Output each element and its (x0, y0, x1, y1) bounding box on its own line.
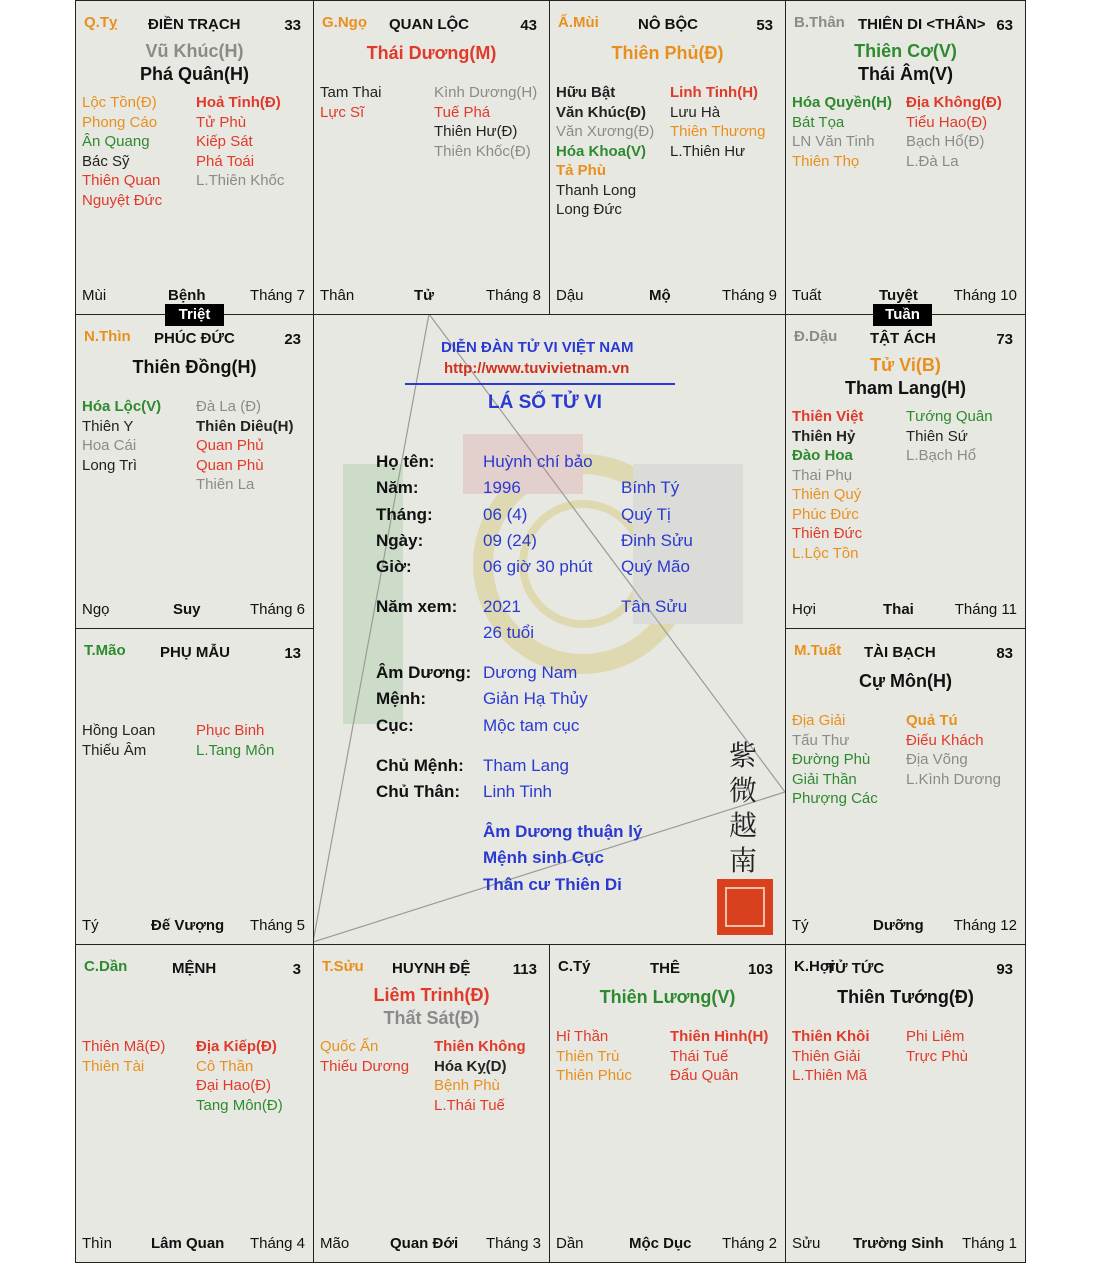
palace-age: 3 (292, 961, 301, 978)
minor-star: Hoa Cái (82, 437, 137, 454)
palace-stage: Quan Đới (390, 1235, 459, 1252)
palace-month: Tháng 5 (249, 917, 305, 934)
minor-star: Thiên Quan (82, 172, 161, 189)
palace-branch: Ngọ (82, 601, 110, 618)
minor-star: L.Thiên Khốc (196, 172, 285, 189)
month-value: 06 (4) (483, 505, 528, 524)
minor-star: Hóa Kỵ(D) (434, 1057, 507, 1075)
minor-stars-right (670, 83, 766, 161)
minor-star: Linh Tinh(H) (670, 84, 759, 101)
palace-name: QUAN LỘC (389, 16, 469, 33)
palace-branch: Dần (556, 1235, 584, 1252)
minor-star: Trực Phù (906, 1047, 968, 1065)
palace-name: MỆNH (172, 960, 217, 977)
minor-stars-left (556, 83, 654, 220)
palace-dan-bottom (75, 944, 314, 1263)
minor-star: Quả Tú (906, 712, 958, 729)
minor-stars-right (906, 711, 1001, 789)
palace-branch: Tuất (792, 287, 822, 304)
minor-star: Thiên Đức (792, 525, 863, 542)
minor-star: Địa Không(Đ) (906, 94, 1002, 111)
minor-star: Tấu Thư (792, 731, 850, 749)
minor-star: Tướng Quân (906, 408, 993, 425)
minor-star: Thiên Hình(H) (670, 1028, 769, 1045)
minor-star: Thiên Hư(Đ) (434, 123, 518, 140)
palace-stem: T.Mão (84, 642, 126, 659)
palace-month: Tháng 9 (721, 287, 777, 304)
palace-month: Tháng 7 (249, 287, 305, 304)
minor-star: Văn Khúc(Đ) (556, 103, 646, 121)
major-star: Vũ Khúc(H) (145, 41, 244, 61)
header-divider (405, 383, 675, 385)
palace-stage: Thai (883, 601, 914, 618)
minor-star: Hóa Lộc(V) (82, 398, 162, 415)
day-canchi: Đinh Sửu (621, 531, 693, 550)
palace-name: THIÊN DI <THÂN> (858, 16, 986, 33)
minor-stars-left (792, 711, 878, 809)
palace-age: 113 (512, 961, 537, 978)
day-label: Ngày: (376, 531, 424, 550)
palace-age: 33 (284, 17, 301, 34)
month-label: Tháng: (376, 505, 433, 524)
minor-star: L.Đà La (906, 152, 959, 170)
view-year-label: Năm xem: (376, 597, 458, 616)
palace-mui-top (549, 0, 786, 315)
minor-star: L.Thiên Hư (670, 142, 746, 160)
minor-star: Đại Hao(Đ) (196, 1077, 272, 1094)
palace-month: Tháng 10 (953, 287, 1017, 304)
palace-mao-left (75, 628, 314, 945)
palace-month: Tháng 3 (485, 1235, 541, 1252)
minor-stars-right (196, 397, 294, 495)
palace-month: Tháng 12 (953, 917, 1017, 934)
minor-star: Thiên Hỷ (792, 427, 856, 445)
palace-name: TÀI BẠCH (864, 644, 936, 661)
minor-stars-right (196, 721, 274, 760)
minor-star: Quốc Ấn (320, 1038, 379, 1055)
major-star: Tham Lang(H) (845, 378, 966, 398)
note-than: Thân cư Thiên Di (483, 875, 622, 894)
palace-age: 103 (747, 961, 773, 978)
minor-star: Kình Dương(H) (434, 84, 538, 101)
minor-stars-right (434, 1037, 526, 1115)
palace-stage: Tuyệt (879, 287, 918, 304)
minor-stars-left (320, 1037, 409, 1076)
minor-star: Phá Toái (196, 152, 255, 170)
major-star: Thất Sát(Đ) (383, 1008, 480, 1028)
palace-age: 43 (520, 17, 537, 34)
minor-star: Nguyệt Đức (82, 191, 163, 209)
minor-star: Thiếu Âm (82, 741, 147, 759)
cuc-value: Mộc tam cục (483, 716, 580, 735)
palace-stem: M.Tuất (794, 642, 842, 659)
palace-branch: Hợi (792, 601, 817, 618)
minor-star: L.Tang Môn (196, 741, 275, 759)
chumenh-label: Chủ Mệnh: (376, 756, 464, 775)
minor-star: Thiên Khốc(Đ) (434, 142, 531, 160)
minor-star: Địa Võng (906, 751, 968, 768)
minor-star: L.Bạch Hổ (906, 447, 977, 464)
palace-stem: B.Thân (794, 14, 845, 31)
minor-star: Quan Phủ (196, 437, 264, 454)
minor-star: Phong Cáo (82, 113, 158, 131)
view-year-value: 2021 (483, 597, 521, 616)
minor-star: Thiên Phúc (556, 1067, 632, 1084)
palace-month: Tháng 8 (485, 287, 541, 304)
minor-star: Thiên Y (82, 417, 134, 435)
major-star: Thiên Tướng(Đ) (837, 987, 974, 1007)
palace-thin-left (75, 314, 314, 629)
minor-stars-left (82, 1037, 165, 1076)
minor-star: Thiên Quý (792, 486, 862, 503)
minor-star: Thiên Việt (792, 408, 864, 425)
year-label: Năm: (376, 478, 419, 497)
tuan-marker: Tuần (873, 304, 932, 326)
palace-branch: Thìn (82, 1235, 113, 1252)
minor-stars-left (556, 1027, 632, 1086)
palace-age: 73 (996, 331, 1013, 348)
year-canchi: Bính Tý (621, 478, 680, 497)
minor-star: L.Thái Tuế (434, 1096, 505, 1114)
minor-stars-left (792, 93, 892, 171)
minor-star: Đẩu Quân (670, 1067, 739, 1084)
minor-star: Thiên Diêu(H) (196, 417, 294, 435)
age-value: 26 tuổi (483, 623, 535, 642)
hour-label: Giờ: (376, 557, 412, 576)
name-value: Huỳnh chí bảo (483, 452, 593, 471)
minor-star: Thiên Trù (556, 1047, 620, 1065)
minor-star: Tang Môn(Đ) (196, 1096, 283, 1114)
minor-star: Long Trì (82, 456, 138, 474)
minor-star: Bạch Hổ(Đ) (906, 133, 985, 150)
palace-stem: C.Tý (558, 958, 591, 975)
minor-stars-left (792, 407, 863, 563)
year-value: 1996 (483, 478, 521, 497)
minor-star: Thiên Giải (792, 1047, 861, 1065)
minor-star: Điếu Khách (906, 731, 984, 749)
palace-stem: Ấ.Mùi (558, 14, 599, 31)
minor-star: Đào Hoa (792, 447, 853, 464)
minor-star: Thiên Khôi (792, 1028, 870, 1045)
minor-stars-left (792, 1027, 870, 1086)
palace-stage: Lâm Quan (151, 1235, 225, 1252)
minor-star: Địa Giải (792, 712, 846, 729)
minor-star: Cô Thần (196, 1057, 254, 1075)
center-panel (313, 314, 785, 944)
minor-stars-right (196, 93, 284, 191)
minor-stars-left (82, 93, 162, 210)
palace-age: 93 (996, 961, 1013, 978)
minor-star: Hóa Khoa(V) (556, 142, 646, 160)
minor-star: Tiểu Hao(Đ) (906, 113, 988, 131)
amduong-label: Âm Dương: (376, 663, 472, 682)
palace-branch: Mùi (82, 287, 107, 304)
palace-stem: T.Sửu (322, 958, 364, 975)
minor-star: Thái Tuế (670, 1047, 729, 1065)
minor-star: Hữu Bật (556, 84, 616, 101)
minor-star: Thiên Thương (670, 123, 766, 140)
tuvi-chart (75, 0, 1025, 1262)
minor-stars-left (82, 397, 161, 475)
palace-age: 13 (284, 645, 301, 662)
minor-star: Thiên Tài (82, 1057, 145, 1075)
minor-star: Bệnh Phù (434, 1077, 500, 1094)
minor-star: Ân Quang (82, 133, 150, 150)
seal-characters: 紫 微 越 南 (728, 739, 757, 877)
palace-suu-bottom (313, 944, 550, 1263)
palace-stem: Q.Tỵ (84, 14, 118, 31)
palace-month: Tháng 6 (249, 601, 305, 618)
palace-branch: Dậu (556, 287, 584, 304)
palace-than-top (785, 0, 1026, 315)
minor-stars-right (906, 1027, 968, 1066)
minor-stars-left (82, 721, 155, 760)
palace-stage: Đế Vượng (151, 917, 225, 934)
minor-star: Thanh Long (556, 181, 637, 199)
name-label: Họ tên: (376, 452, 435, 471)
palace-stage: Trường Sinh (853, 1235, 944, 1252)
palace-hoi-bottom (785, 944, 1026, 1263)
minor-star: Hỉ Thần (556, 1028, 609, 1045)
palace-month: Tháng 4 (249, 1235, 305, 1252)
amduong-value: Dương Nam (483, 663, 578, 682)
minor-stars-right (906, 93, 1002, 171)
minor-star: Thiên Không (434, 1038, 526, 1055)
document-title: LÁ SỐ TỬ VI (488, 392, 602, 413)
minor-stars-right (906, 407, 993, 466)
minor-star: Phi Liêm (906, 1028, 965, 1045)
minor-star: Hồng Loan (82, 722, 156, 739)
minor-star: L.Thiên Mã (792, 1067, 868, 1084)
palace-name: PHỤ MẪU (160, 644, 230, 661)
cuc-label: Cục: (376, 716, 414, 735)
minor-stars-right (196, 1037, 283, 1115)
palace-stem: C.Dần (84, 958, 128, 975)
palace-stem: N.Thìn (84, 328, 131, 345)
minor-star: Tử Phù (196, 113, 247, 131)
minor-star: Phục Binh (196, 722, 265, 739)
palace-stage: Suy (173, 601, 201, 618)
palace-age: 83 (996, 645, 1013, 662)
menh-label: Mệnh: (376, 689, 427, 708)
palace-stem: Đ.Dậu (794, 328, 838, 345)
palace-stage: Dưỡng (873, 917, 924, 934)
palace-month: Tháng 11 (954, 601, 1017, 618)
palace-name: TẬT ÁCH (870, 330, 936, 347)
chumenh-value: Tham Lang (483, 756, 569, 775)
minor-star: Tuế Phá (434, 103, 491, 121)
minor-stars-left (320, 83, 381, 122)
note-menh-cuc: Mệnh sinh Cục (483, 848, 604, 867)
triet-marker: Triệt (165, 304, 224, 326)
major-star: Tử Vi(B) (870, 355, 941, 375)
site-url[interactable]: http://www.tuvivietnam.vn (444, 360, 630, 377)
minor-star: Kiếp Sát (196, 133, 253, 150)
major-star: Thiên Lương(V) (599, 987, 736, 1007)
month-canchi: Quý Tị (621, 505, 671, 524)
minor-star: Thiên La (196, 476, 255, 493)
major-star: Thiên Cơ(V) (854, 41, 957, 61)
palace-ngo-top (313, 0, 550, 315)
palace-stem: K.Hợi (794, 958, 835, 975)
palace-name: TỬ TỨC (826, 960, 885, 977)
palace-name: PHÚC ĐỨC (154, 330, 235, 347)
minor-star: Lộc Tồn(Đ) (82, 94, 157, 111)
palace-ty-top (75, 0, 314, 315)
minor-star: Giải Thần (792, 770, 857, 788)
palace-tuat-right (785, 628, 1026, 945)
minor-stars-right (434, 83, 537, 161)
minor-star: Hóa Quyền(H) (792, 94, 893, 111)
major-star: Liêm Trinh(Đ) (373, 985, 490, 1005)
major-star: Thái Dương(M) (366, 43, 497, 63)
major-star: Thiên Đồng(H) (132, 357, 257, 377)
minor-star: L.Lộc Tồn (792, 544, 859, 562)
minor-star: Lưu Hà (670, 103, 721, 121)
minor-star: Long Đức (556, 201, 622, 218)
palace-stem: G.Ngọ (322, 14, 367, 31)
chuthan-label: Chủ Thân: (376, 782, 461, 801)
palace-ty-bottom (549, 944, 786, 1263)
palace-stage: Bệnh (168, 287, 206, 304)
minor-star: Tam Thai (320, 84, 382, 101)
hour-canchi: Quý Mão (621, 557, 690, 576)
menh-value: Giản Hạ Thủy (483, 689, 588, 708)
minor-star: Quan Phù (196, 456, 264, 474)
minor-star: Phượng Các (792, 790, 878, 807)
minor-stars-right (670, 1027, 768, 1086)
major-star: Thái Âm(V) (857, 64, 953, 84)
chuthan-value: Linh Tinh (483, 782, 552, 801)
minor-star: Thai Phụ (792, 466, 853, 484)
palace-branch: Mão (320, 1235, 350, 1252)
day-value: 09 (24) (483, 531, 537, 550)
palace-name: NÔ BỘC (638, 16, 698, 33)
palace-branch: Tý (792, 917, 809, 934)
palace-month: Tháng 1 (961, 1235, 1017, 1252)
minor-star: Lực Sĩ (320, 103, 365, 121)
minor-star: Thiếu Dương (320, 1057, 410, 1075)
minor-star: Đà La (Đ) (196, 398, 262, 415)
palace-age: 63 (996, 17, 1013, 34)
minor-star: Hoả Tinh(Đ) (196, 94, 281, 111)
minor-star: Địa Kiếp(Đ) (196, 1038, 277, 1055)
major-star: Cự Môn(H) (858, 671, 952, 691)
palace-dau-right (785, 314, 1026, 629)
palace-age: 23 (284, 331, 301, 348)
minor-star: LN Văn Tinh (792, 133, 875, 150)
red-seal-icon (717, 879, 773, 935)
palace-branch: Sửu (792, 1235, 821, 1252)
palace-age: 53 (756, 17, 773, 34)
minor-star: Bát Tọa (792, 113, 845, 131)
palace-month: Tháng 2 (721, 1235, 777, 1252)
view-year-canchi: Tân Sửu (621, 597, 688, 616)
note-amduong: Âm Dương thuận lý (483, 822, 643, 841)
palace-stage: Tử (414, 287, 435, 304)
palace-name: HUYNH ĐỆ (392, 960, 471, 977)
minor-star: Thiên Sứ (906, 427, 968, 445)
major-star: Thiên Phủ(Đ) (611, 43, 724, 63)
major-star: Phá Quân(H) (139, 64, 249, 84)
palace-branch: Tý (82, 917, 99, 934)
palace-stage: Mộ (649, 287, 671, 304)
minor-star: Tả Phù (556, 162, 607, 179)
hour-value: 06 giờ 30 phút (483, 557, 593, 576)
palace-name: THÊ (650, 960, 680, 977)
minor-star: Bác Sỹ (82, 152, 130, 170)
palace-branch: Thân (320, 287, 355, 304)
palace-stage: Mộc Dục (629, 1235, 692, 1252)
minor-star: Thiên Mã(Đ) (82, 1038, 166, 1055)
site-title: DIỄN ĐÀN TỬ VI VIỆT NAM (441, 339, 634, 356)
minor-star: Đường Phù (792, 751, 871, 768)
minor-star: Thiên Thọ (792, 152, 860, 170)
minor-star: Phúc Đức (792, 505, 859, 523)
palace-name: ĐIỀN TRẠCH (148, 16, 241, 33)
minor-star: L.Kình Dương (906, 770, 1001, 788)
minor-star: Văn Xương(Đ) (556, 123, 655, 140)
